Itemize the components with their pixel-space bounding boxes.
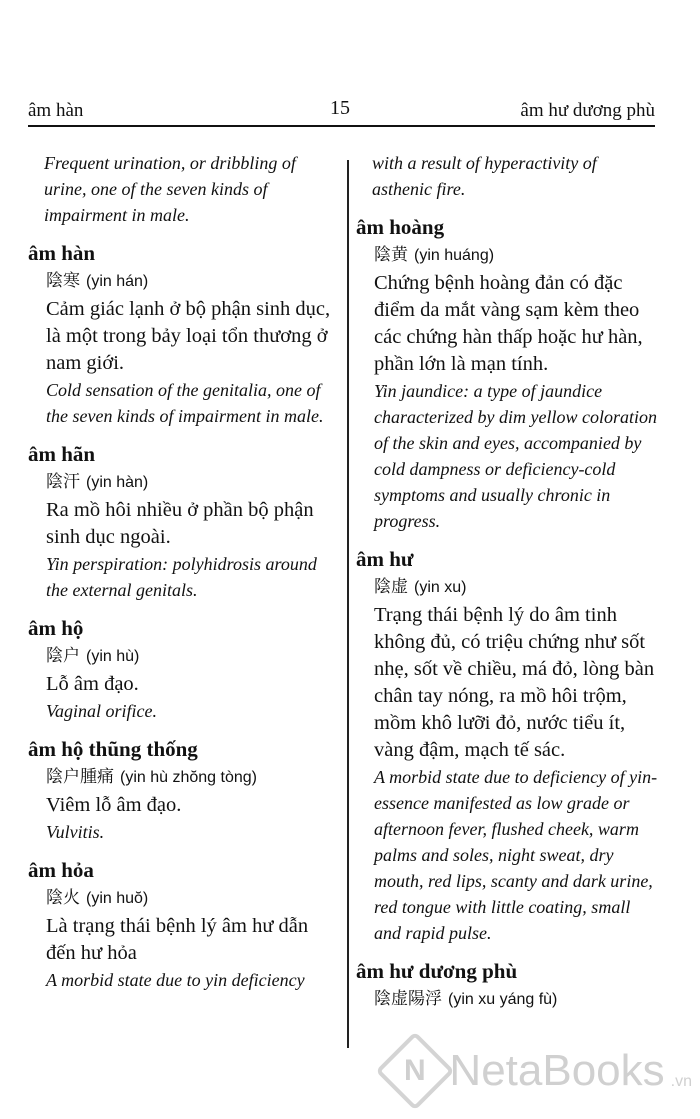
page-number: 15 [330,97,350,119]
entry-vietnamese-definition: Ra mồ hôi nhiều ở phần bộ phận sinh dục ngoài. [46,499,314,548]
chinese-characters: 陰虚 [374,577,408,597]
dictionary-entry [28,240,338,429]
dictionary-entry [28,736,338,845]
entry-vietnamese-definition: Chứng bệnh hoàng đản có đặc điểm da mắt vàng sạm kèm theo các chứng hàn thấp hoặc hư hàn, phần lớn là mạn tính. [374,272,643,375]
dictionary-entry [356,958,658,1014]
entry-english-definition: Vaginal orifice. [46,701,157,721]
dictionary-entry [28,615,338,724]
entry-headword: âm hoàng [356,215,445,239]
watermark-text: NetaBooks [449,1046,665,1095]
entry-headword: âm hàn [28,241,96,265]
entry-vietnamese-definition: Là trạng thái bệnh lý âm hư dẫn đến hư hỏa [46,915,309,964]
column-divider [347,160,349,1048]
netabooks-watermark [387,1043,692,1099]
continued-english-text: with a result of hyperactivity of asthenic fire. [372,153,597,199]
chinese-characters: 陰黄 [374,245,408,265]
pinyin: (yin hù) [86,648,140,665]
entry-english-definition: Cold sensation of the genitalia, one of the seven kinds of impairment in male. [46,380,324,426]
watermark-suffix: .vn [670,1073,692,1090]
entry-chinese [374,985,658,1014]
dictionary-entry [356,546,658,946]
header-right-guide-word: âm hư dương phù [520,100,655,121]
chinese-characters: 陰户 [46,646,80,666]
entry-english-definition: Yin jaundice: a type of jaundice characterized by dim yellow coloration of the skin and eyes, accompanied by cold dampness or deficiency-cold symptoms and usually chronic in progress. [374,381,657,531]
pinyin: (yin huáng) [414,247,495,264]
entry-vietnamese-definition: Cảm giác lạnh ở bộ phận sinh dục, là một trong bảy loại tổn thương ở nam giới. [46,298,331,374]
entry-headword: âm hộ [28,616,84,640]
pinyin: (yin xu yáng fù) [448,991,558,1008]
entry-chinese [46,468,338,497]
chinese-characters: 陰火 [46,888,80,908]
entry-english-definition: A morbid state due to deficiency of yin-essence manifested as low grade or afternoon fever, flushed cheek, warm palms and soles, night sweat, dry mouth, red lips, scanty and dark urine, red tongue with little coating, small and rapid pulse. [374,767,658,943]
page-header [28,96,655,122]
entry-headword: âm hư dương phù [356,959,518,983]
chinese-characters: 陰户腫痛 [46,767,114,787]
entry-chinese [374,573,658,602]
pinyin: (yin hán) [86,273,149,290]
chinese-characters: 陰虚陽浮 [374,989,442,1009]
entry-chinese [374,241,658,270]
entry-chinese [46,763,338,792]
dictionary-entry [356,214,658,534]
netabooks-logo-icon [376,1031,455,1110]
pinyin: (yin hàn) [86,474,149,491]
entry-headword: âm hư [356,547,414,571]
entry-english-definition: A morbid state due to yin deficiency [46,970,305,990]
chinese-characters: 陰寒 [46,271,80,291]
entry-headword: âm hãn [28,442,96,466]
entry-chinese [46,267,338,296]
chinese-characters: 陰汗 [46,472,80,492]
entry-chinese [46,642,338,671]
right-column [356,150,658,1026]
dictionary-entry [28,441,338,603]
pinyin: (yin hù zhŏng tòng) [120,769,257,786]
header-left-guide-word: âm hàn [28,100,84,121]
logo-letter: N [404,1053,427,1087]
entry-headword: âm hỏa [28,858,94,882]
continued-english-text: Frequent urination, or dribbling of urine, one of the seven kinds of impairment in male. [44,153,296,225]
entry-english-definition: Vulvitis. [46,822,105,842]
dictionary-entry [28,857,338,993]
entry-vietnamese-definition: Lỗ âm đạo. [46,673,139,695]
pinyin: (yin xu) [414,579,467,596]
entry-english-definition: Yin perspiration: polyhidrosis around the external genitals. [46,554,317,600]
entry-vietnamese-definition: Trạng thái bệnh lý do âm tinh không đủ, có triệu chứng như sốt nhẹ, sốt về chiều, má đỏ, lòng bàn chân tay nóng, ra mồ hôi trộm, mồm khô lưỡi đỏ, nước tiểu ít, vàng đậm, mạch tế sác. [374,604,655,761]
left-column [28,150,338,1005]
entry-chinese [46,884,338,913]
header-rule [28,125,655,127]
entry-vietnamese-definition: Viêm lỗ âm đạo. [46,794,182,816]
entry-headword: âm hộ thũng thống [28,737,198,761]
pinyin: (yin huŏ) [86,890,149,907]
